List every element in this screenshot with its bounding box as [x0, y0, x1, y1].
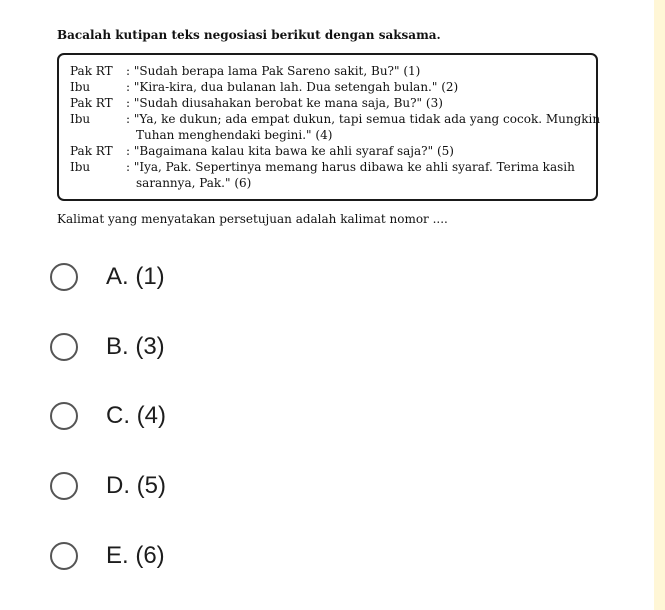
- option-a[interactable]: [50, 263, 250, 299]
- utterance: : "Sudah berapa lama Pak Sareno sakit, Bu?" (1): [126, 64, 421, 78]
- dialog-line-2: [70, 79, 459, 95]
- utterance: : "Bagaimana kalau kita bawa ke ahli syaraf saja?" (5): [126, 144, 454, 158]
- speaker: Ibu: [70, 80, 91, 94]
- option-label: D. (5): [106, 472, 166, 499]
- radio-button[interactable]: [50, 542, 78, 570]
- option-label: A. (1): [106, 263, 165, 290]
- page-edge: [654, 0, 665, 610]
- speaker: Pak RT: [70, 64, 113, 78]
- utterance-continuation: sarannya, Pak." (6): [136, 176, 252, 190]
- dialog-line-1: [70, 63, 421, 79]
- option-b[interactable]: [50, 333, 250, 369]
- option-label: E. (6): [106, 542, 165, 569]
- dialog-line-6: [70, 159, 575, 175]
- speaker: Pak RT: [70, 144, 113, 158]
- utterance: : "Kira-kira, dua bulanan lah. Dua setengah bulan." (2): [126, 80, 459, 94]
- option-d[interactable]: [50, 472, 250, 508]
- speaker: Pak RT: [70, 96, 113, 110]
- speaker: Ibu: [70, 112, 91, 126]
- speaker: Ibu: [70, 160, 91, 174]
- option-label: C. (4): [106, 402, 166, 429]
- dialog-box: [57, 53, 601, 201]
- utterance: : "Iya, Pak. Sepertinya memang harus dibawa ke ahli syaraf. Terima kasih: [126, 160, 575, 174]
- utterance-continuation: Tuhan menghendaki begini." (4): [136, 128, 333, 142]
- option-label: B. (3): [106, 333, 165, 360]
- option-c[interactable]: [50, 402, 250, 438]
- question-text: Kalimat yang menyatakan persetujuan adalah kalimat nomor ....: [57, 212, 448, 226]
- dialog-line-5: [70, 143, 454, 159]
- radio-button[interactable]: [50, 263, 78, 291]
- option-e[interactable]: [50, 542, 250, 578]
- instruction-text: Bacalah kutipan teks negosiasi berikut dengan saksama.: [57, 28, 441, 42]
- dialog-line-4: [70, 111, 601, 127]
- utterance: : "Ya, ke dukun; ada empat dukun, tapi semua tidak ada yang cocok. Mungkin: [126, 112, 601, 126]
- dialog-line-3: [70, 95, 443, 111]
- radio-button[interactable]: [50, 472, 78, 500]
- utterance: : "Sudah diusahakan berobat ke mana saja, Bu?" (3): [126, 96, 443, 110]
- radio-button[interactable]: [50, 402, 78, 430]
- radio-button[interactable]: [50, 333, 78, 361]
